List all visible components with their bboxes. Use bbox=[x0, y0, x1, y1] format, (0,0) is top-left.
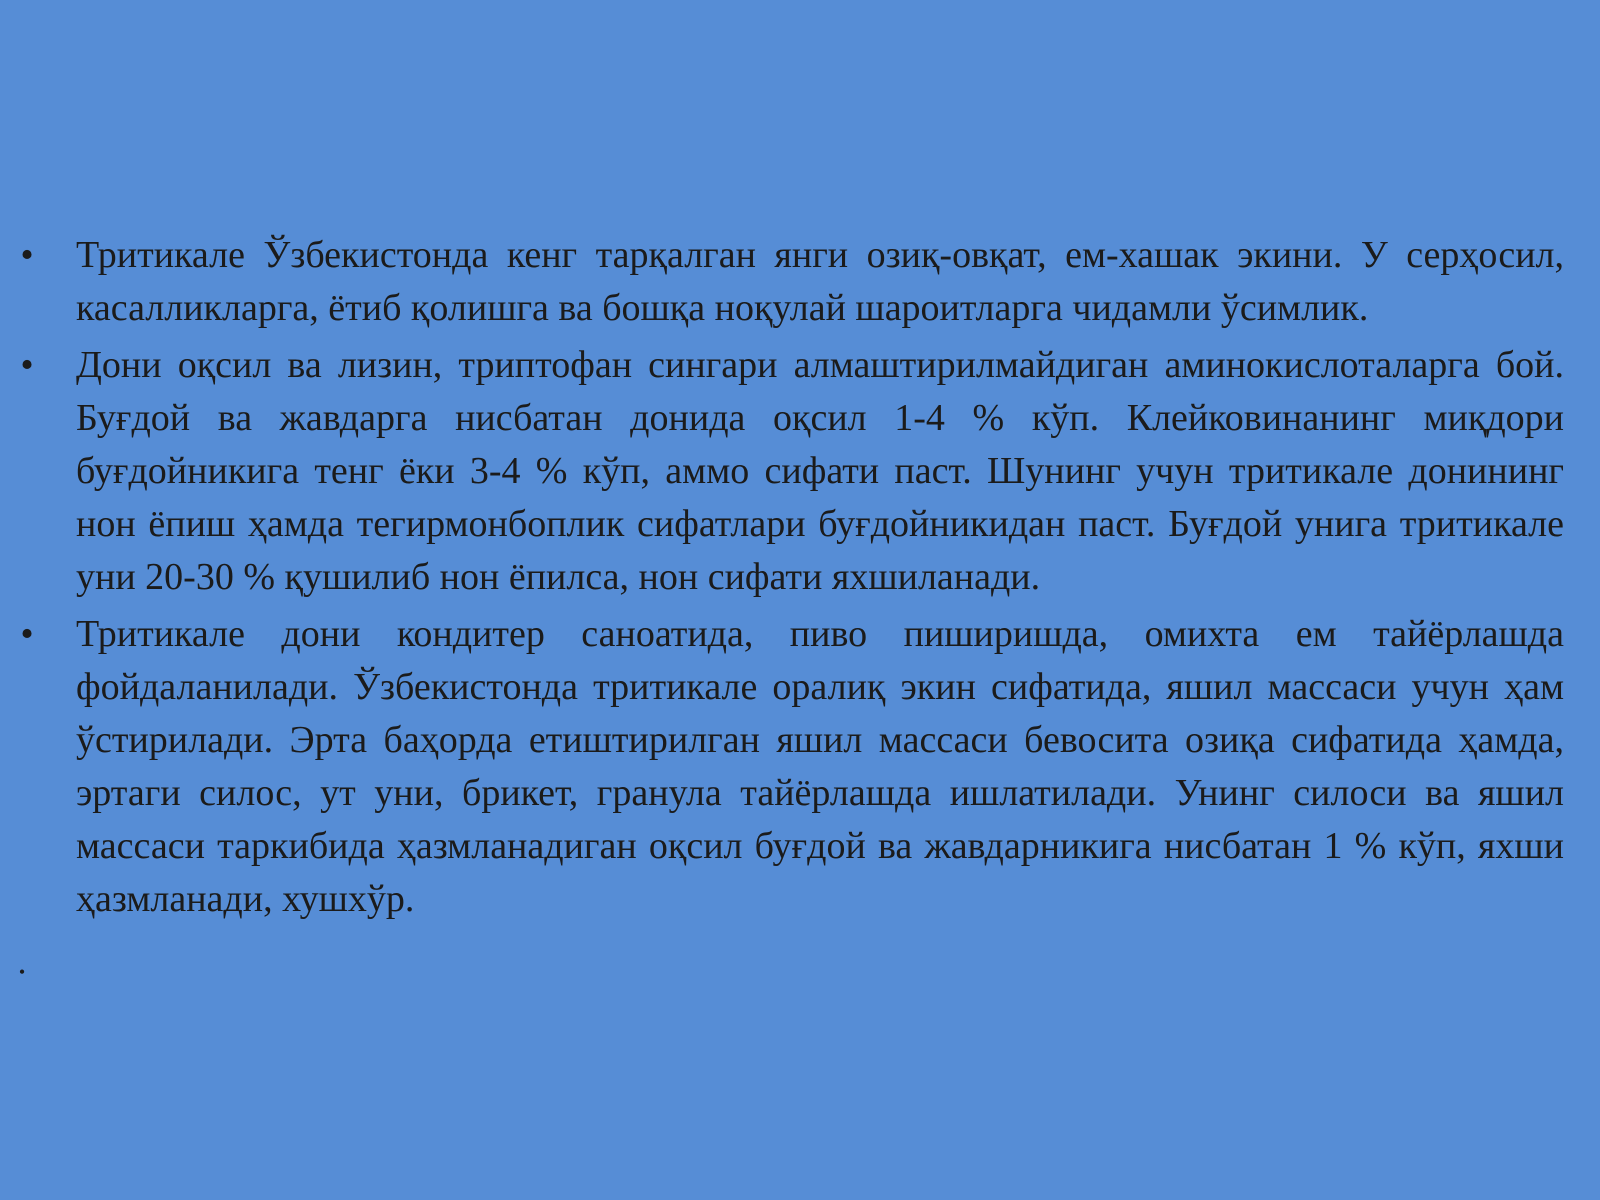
bullet-marker: • bbox=[20, 344, 34, 386]
bullet-item-1 bbox=[0, 229, 1600, 335]
bullet-text: Тритикале Ўзбекистонда кенг тарқалган янги озиқ-овқат, ем-хашак экини. У серҳосил, касалликларга, ётиб қолишга ва бошқа ноқулай шароитларга чидамли ўсимлик. bbox=[76, 234, 1564, 329]
bullet-text: Дони оқсил ва лизин, триптофан сингари алмаштирилмайдиган аминокислоталарга бой. Буғдой ва жавдарга нисбатан донида оқсил 1-4 % кўп. Клейковинанинг миқдори буғдойникига тенг ёки 3-4 % кўп, аммо сифати паст. Шунинг учун тритикале донининг нон ёпиш ҳамда тегирмонбоплик сифатлари буғдойникидан паст. Буғдой унига тритикале уни 20-30 % қушилиб нон ёпилса, нон сифати яхшиланади. bbox=[76, 344, 1564, 598]
bullet-item-2 bbox=[0, 339, 1600, 604]
bullet-text: Тритикале дони кондитер саноатида, пиво пиширишда, омихта ем тайёрлашда фойдаланилади. Ўзбекистонда тритикале оралиқ экин сифатида, яшил массаси учун ҳам ўстирилади. Эрта баҳорда етиштирилган яшил массаси бевосита озиқа сифатида ҳамда, эртаги силос, ут уни, брикет, гранула тайёрлашда ишлатилади. Унинг силоси ва яшил массаси таркибида ҳазмланадиган оқсил буғдой ва жавдарникига нисбатан 1 % кўп, яхши ҳазмланади, хушхўр. bbox=[76, 613, 1564, 920]
bullet-marker: • bbox=[20, 234, 34, 276]
bullet-marker: • bbox=[20, 613, 34, 655]
bullet-item-3 bbox=[0, 608, 1600, 926]
bullet-item-empty bbox=[0, 946, 1600, 999]
bullet-marker: • bbox=[18, 962, 26, 982]
bullet-list bbox=[0, 229, 1600, 1003]
